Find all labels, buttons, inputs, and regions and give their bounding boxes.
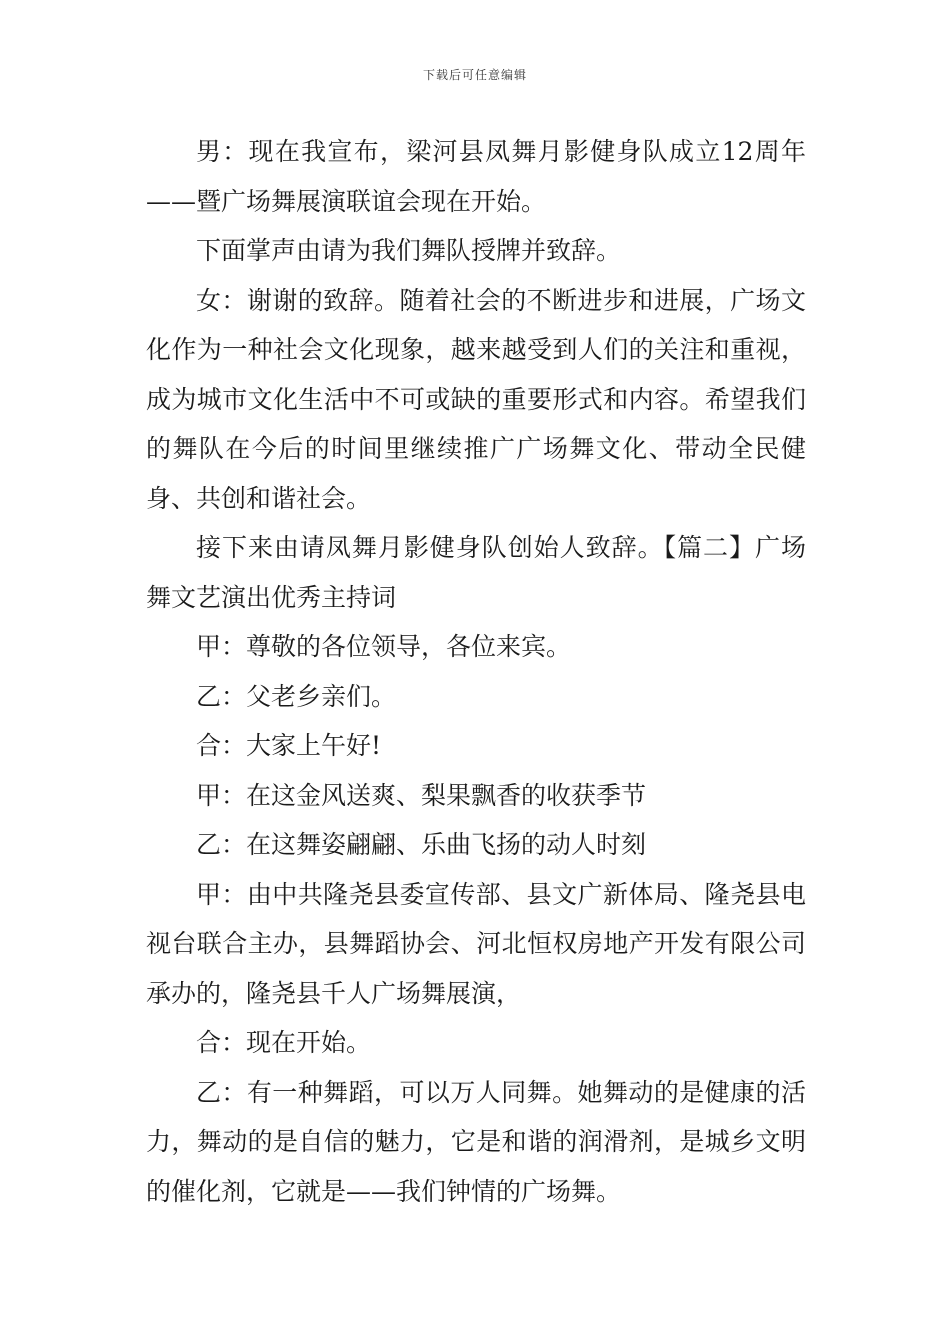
page-header: 下载后可任意编辑 bbox=[422, 68, 527, 82]
paragraph-6: 乙：父老乡亲们。 bbox=[196, 681, 397, 711]
paragraph-10: 甲：由中共隆尧县委宣传部、县文广新体局、隆尧县电视台联合主办，县舞蹈协会、河北恒权房地产开发有限公司承办的，隆尧县千人广场舞展演， bbox=[146, 879, 806, 1008]
paragraph-7: 合：大家上午好! bbox=[196, 731, 382, 760]
paragraph-4: 接下来由请凤舞月影健身队创始人致辞。【篇二】广场舞文艺演出优秀主持词 bbox=[146, 533, 806, 612]
paragraph-9: 乙：在这舞姿翩翩、乐曲飞扬的动人时刻 bbox=[196, 830, 647, 859]
paragraph-12: 乙：有一种舞蹈，可以万人同舞。她舞动的是健康的活力，舞动的是自信的魅力，它是和谐的润滑剂，是城乡文明的催化剂，它就是——我们钟情的广场舞。 bbox=[146, 1077, 806, 1206]
document-body bbox=[146, 127, 806, 1216]
paragraph-1: 男：现在我宣布，梁河县凤舞月影健身队成立12周年——暨广场舞展演联谊会现在开始。 bbox=[146, 137, 806, 216]
paragraph-3: 女：谢谢的致辞。随着社会的不断进步和进展，广场文化作为一种社会文化现象，越来越受到人们的关注和重视，成为城市文化生活中不可或缺的重要形式和内容。希望我们的舞队在今后的时间里继续推广广场舞文化、带动全民健身、共创和谐社会。 bbox=[146, 285, 806, 513]
paragraph-2: 下面掌声由请为我们舞队授牌并致辞。 bbox=[196, 236, 622, 265]
paragraph-11: 合：现在开始。 bbox=[196, 1028, 372, 1057]
paragraph-8: 甲：在这金风送爽、梨果飘香的收获季节 bbox=[196, 780, 647, 810]
paragraph-5: 甲：尊敬的各位领导，各位来宾。 bbox=[196, 632, 572, 661]
